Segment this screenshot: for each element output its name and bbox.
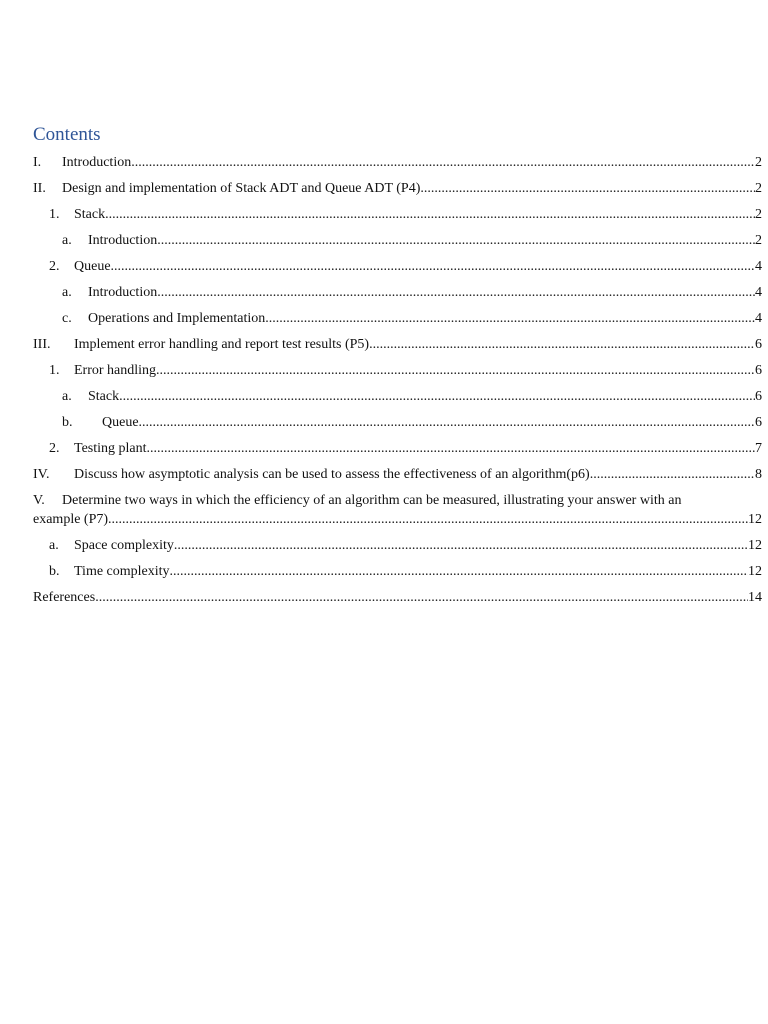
toc-page-number: 12: [748, 538, 762, 553]
toc-page-number: 14: [748, 590, 762, 605]
toc-entry-line-1: [33, 491, 762, 510]
toc-leader-dots: [170, 562, 748, 581]
toc-leader-dots: [108, 510, 748, 529]
toc-entry-space-complexity[interactable]: [33, 529, 762, 555]
toc-entry-text: Testing plant: [74, 441, 147, 456]
toc-entry-text: Stack: [88, 389, 120, 404]
toc-entry-text: Determine two ways in which the efficiency of an algorithm can be measured, illustrating your answer with an: [62, 493, 682, 508]
toc-entry-number: V.: [33, 493, 45, 508]
toc-leader-dots: [131, 153, 755, 172]
toc-entry-text: Introduction: [88, 285, 158, 300]
toc-leader-dots: [105, 205, 755, 224]
toc-entry-number: a.: [62, 389, 72, 404]
toc-entry-text: Discuss how asymptotic analysis can be used to assess the effectiveness of an algorithm(p6): [74, 467, 590, 482]
toc-entry-references[interactable]: [33, 581, 762, 607]
toc-entry-number: b.: [62, 415, 73, 430]
toc-leader-dots: [119, 387, 755, 406]
toc-entry-text: Error handling: [74, 363, 157, 378]
toc-entry-asymptotic-analysis[interactable]: [33, 458, 762, 484]
toc-entry-design-implementation[interactable]: [33, 172, 762, 198]
toc-page-number: 6: [755, 363, 762, 378]
toc-entry-text: References: [33, 590, 96, 605]
toc-entry-number: b.: [49, 564, 60, 579]
toc-entry-testing-plant[interactable]: [33, 432, 762, 458]
toc-page-number: 4: [755, 259, 762, 274]
toc-entry-stack-introduction[interactable]: [33, 224, 762, 250]
toc-entry-line-2: [33, 510, 762, 529]
toc-entry-queue-introduction[interactable]: [33, 276, 762, 302]
toc-entry-number: II.: [33, 181, 46, 196]
toc-page-number: 12: [748, 564, 762, 579]
toc-leader-dots: [156, 361, 755, 380]
toc-leader-dots: [174, 536, 748, 555]
toc-entry-text: Implement error handling and report test results (P5): [74, 337, 370, 352]
toc-leader-dots: [139, 413, 755, 432]
toc-entry-number: a.: [62, 233, 72, 248]
toc-entry-stack[interactable]: [33, 198, 762, 224]
toc-leader-dots: [157, 283, 755, 302]
toc-entry-text: Design and implementation of Stack ADT and Queue ADT (P4): [62, 181, 421, 196]
toc-page-number: 12: [748, 512, 762, 527]
toc-entry-introduction[interactable]: [33, 146, 762, 172]
toc-leader-dots: [147, 439, 755, 458]
toc-entry-number: IV.: [33, 467, 50, 482]
toc-page-number: 7: [755, 441, 762, 456]
toc-leader-dots: [157, 231, 755, 250]
toc-leader-dots: [95, 588, 748, 607]
toc-leader-dots: [420, 179, 755, 198]
toc-entry-number: a.: [62, 285, 72, 300]
toc-title: Contents: [33, 124, 101, 145]
toc-entry-queue[interactable]: [33, 250, 762, 276]
toc-entry-number: I.: [33, 155, 42, 170]
toc-entry-number: 2.: [49, 441, 60, 456]
toc-entry-efficiency-measurement[interactable]: [33, 484, 762, 529]
toc-entry-text: Space complexity: [74, 538, 174, 553]
toc-page-number: 6: [755, 415, 762, 430]
toc-leader-dots: [111, 257, 755, 276]
toc-entry-text: Introduction: [88, 233, 158, 248]
table-of-contents: [33, 146, 762, 607]
toc-entry-number: a.: [49, 538, 59, 553]
toc-page-number: 2: [755, 207, 762, 222]
toc-entry-text-continued: example (P7): [33, 512, 109, 527]
toc-leader-dots: [590, 465, 755, 484]
toc-page-number: 4: [755, 285, 762, 300]
toc-leader-dots: [265, 309, 755, 328]
toc-entry-error-stack[interactable]: [33, 380, 762, 406]
toc-entry-error-handling-test[interactable]: [33, 328, 762, 354]
toc-page-number: 4: [755, 311, 762, 326]
toc-page-number: 2: [755, 233, 762, 248]
toc-leader-dots: [369, 335, 755, 354]
toc-entry-number: 1.: [49, 363, 60, 378]
toc-entry-text: Time complexity: [74, 564, 170, 579]
toc-page-number: 2: [755, 181, 762, 196]
toc-page-number: 6: [755, 337, 762, 352]
toc-page-number: 6: [755, 389, 762, 404]
toc-entry-number: 2.: [49, 259, 60, 274]
toc-page-number: 8: [755, 467, 762, 482]
toc-entry-text: Stack: [74, 207, 106, 222]
toc-entry-text: Queue: [74, 259, 111, 274]
toc-entry-text: Operations and Implementation: [88, 311, 266, 326]
toc-entry-number: c.: [62, 311, 72, 326]
toc-entry-text: Queue: [102, 415, 139, 430]
toc-entry-number: 1.: [49, 207, 60, 222]
toc-entry-time-complexity[interactable]: [33, 555, 762, 581]
toc-entry-error-handling[interactable]: [33, 354, 762, 380]
toc-page-number: 2: [755, 155, 762, 170]
toc-entry-text: Introduction: [62, 155, 132, 170]
toc-entry-operations-implementation[interactable]: [33, 302, 762, 328]
toc-entry-error-queue[interactable]: [33, 406, 762, 432]
toc-entry-number: III.: [33, 337, 51, 352]
